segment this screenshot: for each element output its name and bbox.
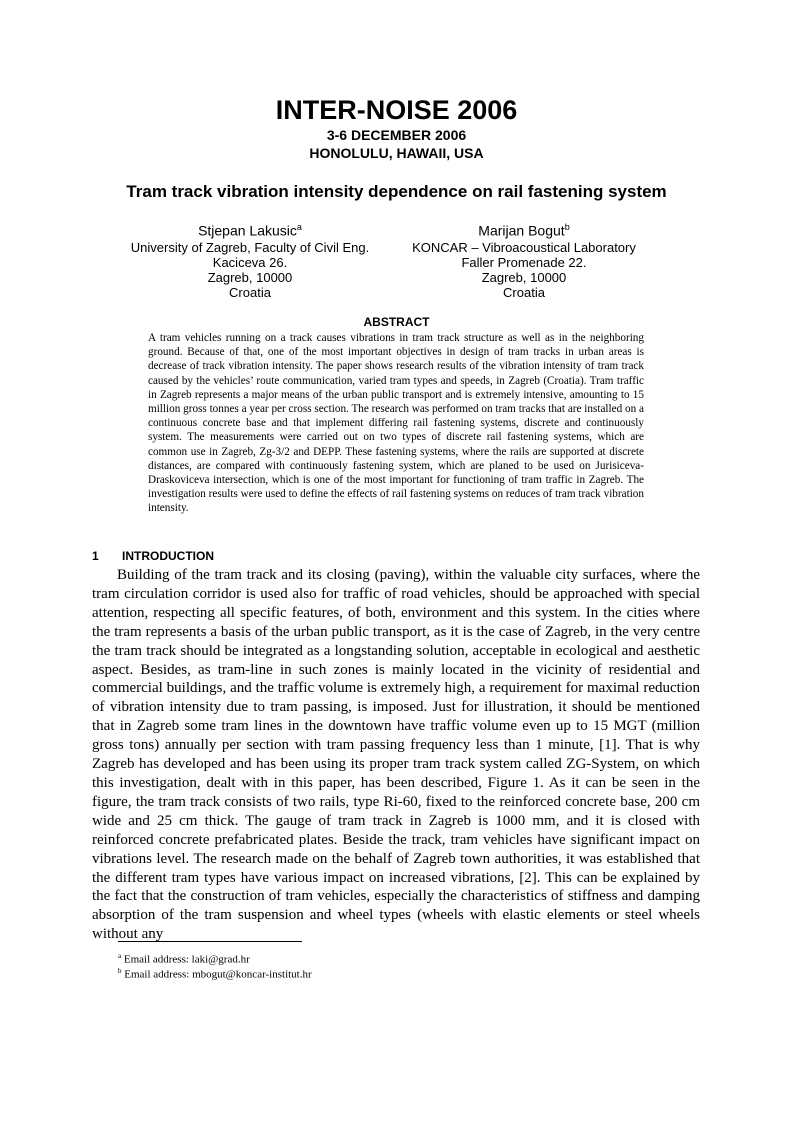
author-name: Stjepan Lakusic$^a$ [198, 222, 302, 239]
author-block-1 [100, 219, 400, 300]
footnote-b [118, 965, 312, 982]
author-name: Marijan Bogut$^b$ [478, 222, 570, 239]
author-city: Zagreb, 10000 [207, 269, 293, 285]
section-title: INTRODUCTION [122, 549, 214, 563]
author-footnote-mark: a [296, 222, 302, 232]
conference-title: INTER-NOISE 2006 [275, 95, 518, 125]
footnote-mark: a [118, 952, 122, 960]
author-affiliation: KONCAR – Vibroacoustical Laboratory [412, 239, 636, 255]
author-block-2 [374, 219, 674, 300]
author-street: Faller Promenade 22. [461, 254, 587, 270]
author-footnote-mark: b [564, 222, 570, 232]
author-affiliation: University of Zagreb, Faculty of Civil Eng. [130, 239, 370, 255]
introduction-text: Building of the tram track and its closing (paving), within the valuable city surfaces, where the tram circulation corridor is used also for traffic of road vehicles, should be approached with special attention, respecting all specific features, of both, environment and this system. In the cities where the tram represents a basis of the urban public transport, as it is the case of Zagreb, in the very centre the tram track should be integrated as a longstanding solution, acceptable in ecological and aesthetic aspect. Besides, as tram-line in such zones is mainly located in the vicinity of residential and commercial buildings, and the traffic volume is extremely high, a requirement for maximal reduction of vibration intensity due to tram passing, is imposed. Just for illustration, it should be mentioned that in Zagreb some tram lines in the downtown have traffic volume even up to 15 MGT (million gross tons) annually per section with tram passing frequency less than 1 minute, [1]. That is why Zagreb has developed and has been using its proper tram track system called ZG-System, on which this investigation, dealt with in this paper, has been described, Figure 1. As it can be seen in the figure, the tram track consists of two rails, type Ri-60, fixed to the reinforced concrete base, 200 cm wide and 25 cm thick. The gauge of tram track in Zagreb is 1000 mm, and it is closed with reinforced concrete prefabricated plates. Beside the track, tram vehicles have significant impact on vibrations level. The research made on the behalf of Zagreb town authorities, it was established that the different tram types have various impact on increased vibrations, [2]. This can be explained by the fact that the construction of tram vehicles, especially the characteristics of stiffness and damping absorption of the tram suspension and wheel types (wheels with elastic elements or steel wheels without any [92, 567, 700, 943]
section-number: 1 [92, 549, 99, 563]
section-heading-introduction [92, 549, 214, 563]
author-country: Croatia [229, 284, 271, 300]
abstract-heading: ABSTRACT [363, 315, 430, 329]
footnote-mark: b [118, 967, 122, 975]
author-country: Croatia [503, 284, 545, 300]
conference-dates: 3-6 DECEMBER 2006 [326, 127, 467, 143]
footnote-divider [118, 941, 302, 942]
footnote-text: Email address: laki@grad.hr [123, 953, 250, 966]
author-street: Kaciceva 26. [212, 254, 288, 270]
author-city: Zagreb, 10000 [481, 269, 567, 285]
footnote-text: Email address: mbogut@koncar-institut.hr [124, 968, 312, 981]
abstract-text: A tram vehicles running on a track causes vibrations in tram track structure as well as in the neighboring ground. Because of that, one of the most important objectives in design of tram tracks in urban areas is decrease of track vibration intensity. The paper shows research results of the vibration intensity of tram track caused by the vehicles’ route communication, varied tram types and speeds, in Zagreb (Croatia). Tram traffic in Zagreb represents a major means of the urban public transport and is extremely intensive, amounting to 15 million gross tonnes a year per cross section. The research was performed on tram tracks that are installed on a continuous concrete base and that implement differing rail fastening systems, discrete and continuously system. The measurements were carried out on two types of discrete rail fastening systems, which are common use in Zagreb, Zg-3/2 and DEPP. These fastening systems, where the rails are supported at discrete distances, are compared with continuously fastening system, which are planed to be used on Jurisiceva-Draskoviceva intersection, which is one of the most important for functioning of tram traffic in Zagreb. The investigation results were used to define the effects of rail fastening systems on reduces of tram track vibration intensity. [148, 332, 644, 515]
conference-location: HONOLULU, HAWAII, USA [309, 145, 484, 161]
paper-title: Tram track vibration intensity dependence on rail fastening system [126, 182, 667, 201]
